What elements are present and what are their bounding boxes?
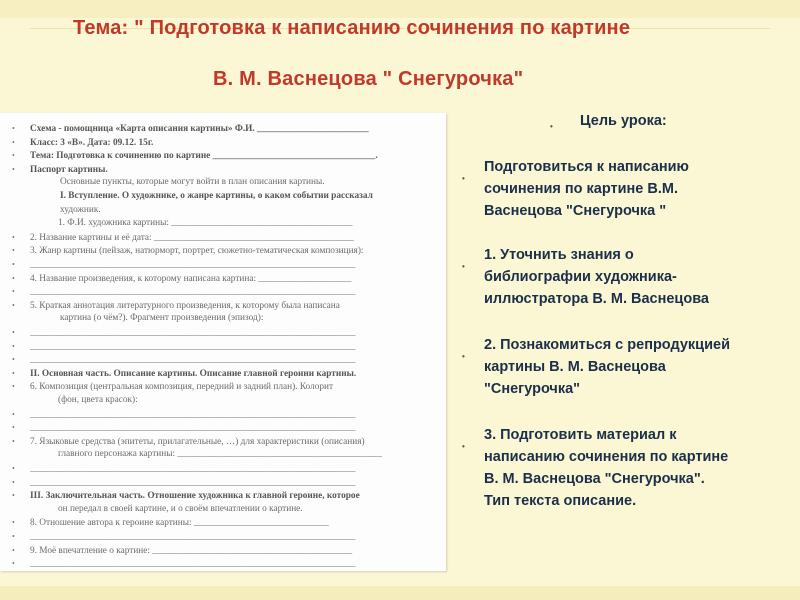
goal-line: картины В. М. Васнецова: [484, 359, 666, 375]
bullet-icon: •: [12, 164, 15, 174]
worksheet-line: [12, 558, 355, 570]
worksheet-line-text: ______________________________________________________________________: [30, 341, 356, 352]
bullet-icon: •: [12, 532, 15, 541]
bullet-icon: •: [12, 409, 15, 419]
worksheet-line: [40, 449, 382, 460]
bullet-icon: •: [12, 518, 15, 528]
goals-heading: Цель урока:: [580, 113, 667, 129]
worksheet-line-text: ______________________________________________________________________: [30, 477, 356, 488]
bullet-icon: [42, 192, 48, 198]
bullet-icon: •: [12, 423, 15, 433]
worksheet-line-text: художник.: [60, 204, 101, 215]
worksheet-line-text: Схема - помощница «Карта описания картины» Ф.И. ________________________: [30, 124, 369, 134]
worksheet-line-text: ______________________________________________________________________: [30, 287, 356, 298]
lesson-worksheet-image: [0, 113, 446, 571]
bullet-icon: •: [12, 491, 15, 501]
worksheet-line-text: картина (о чём?). Фрагмент произведения (эпизод):: [60, 313, 264, 324]
goal-line: "Снегурочка": [484, 381, 581, 397]
bullet-icon: •: [462, 442, 465, 451]
worksheet-line-text: 5. Краткая аннотация литературного произведения, к которому была написана: [30, 300, 340, 311]
worksheet-line: [12, 354, 355, 366]
goal-line: иллюстратора В. М. Васнецова: [484, 291, 709, 307]
bullet-icon: [42, 178, 48, 184]
worksheet-line: [12, 327, 355, 339]
worksheet-line: [12, 409, 355, 421]
worksheet-line-text: ______________________________________________________________________: [30, 423, 356, 434]
worksheet-line-text: 8. Отношение автора к героине картины: _____________________________: [30, 518, 329, 529]
bullet-icon: •: [12, 137, 15, 147]
worksheet-line-text: 2. Название картины и её дата: ___________________________________________: [30, 232, 354, 243]
bullet-icon: •: [550, 122, 553, 131]
worksheet-line-text: он передал в своей картине, и о своём впечатлении о картине.: [58, 503, 303, 514]
worksheet-line: [12, 232, 354, 244]
worksheet-line: [12, 341, 355, 353]
worksheet-line: [12, 137, 153, 149]
worksheet-line: [12, 164, 108, 176]
worksheet-line: [12, 300, 340, 312]
bullet-icon: •: [12, 464, 15, 473]
bullet-icon: •: [462, 262, 465, 271]
bullet-icon: •: [12, 477, 15, 487]
worksheet-line-text: I. Вступление. О художнике, о жанре картины, о каком событии рассказал: [60, 191, 373, 201]
bullet-icon: •: [12, 124, 15, 133]
worksheet-line: [12, 368, 356, 380]
worksheet-line-text: 4. Название произведения, к которому написана картина: ____________________: [30, 273, 352, 284]
worksheet-line: [12, 123, 369, 135]
worksheet-line: [12, 245, 364, 257]
goal-line: сочинения по картине В.М.: [484, 181, 678, 197]
worksheet-line: [40, 504, 303, 515]
goal-line: В. М. Васнецова "Снегурочка".: [484, 471, 705, 487]
worksheet-line: [12, 517, 329, 529]
slide-title-line-1: Тема: " Подготовка к написанию сочинения по картине: [73, 17, 631, 39]
worksheet-line-text: ______________________________________________________________________: [30, 328, 356, 338]
worksheet-line-text: (фон, цвета красок):: [58, 395, 138, 405]
bullet-icon: •: [12, 232, 15, 242]
worksheet-line-text: II. Основная часть. Описание картины. Описание главной героини картины.: [30, 368, 357, 379]
worksheet-line-text: Основные пункты, которые могут войти в план описания картины.: [60, 177, 325, 188]
worksheet-line: [12, 273, 351, 285]
worksheet-line-text: ______________________________________________________________________: [30, 464, 356, 474]
worksheet-line-text: III. Заключительная часть. Отношение художника к главной героине, которое: [30, 491, 360, 502]
bullet-icon: [40, 219, 46, 225]
slide-top-border: [0, 0, 800, 18]
bullet-icon: •: [462, 352, 465, 361]
worksheet-line-text: Паспорт картины.: [30, 164, 108, 175]
worksheet-line: [12, 477, 355, 489]
bullet-icon: •: [12, 328, 15, 337]
goal-line: библиографии художника-: [484, 269, 677, 285]
goal-line: 1. Уточнить знания о: [484, 247, 634, 263]
worksheet-line-text: 9. Моё впечатление о картине: ___________________________________________: [30, 545, 353, 556]
bullet-icon: •: [12, 341, 15, 351]
bullet-icon: •: [12, 273, 15, 283]
bullet-icon: •: [12, 368, 15, 378]
bullet-icon: [42, 206, 48, 212]
worksheet-line: [42, 205, 101, 216]
worksheet-line: [12, 259, 355, 271]
bullet-icon: •: [12, 300, 15, 310]
worksheet-line: [40, 395, 138, 406]
worksheet-line: [12, 545, 352, 557]
goal-line: 2. Познакомиться с репродукцией: [484, 337, 730, 353]
worksheet-line-text: ______________________________________________________________________: [30, 409, 356, 420]
worksheet-line-text: главного персонажа картины: ____________________________________________: [58, 449, 382, 460]
worksheet-line-text: 7. Языковые средства (эпитеты, прилагательные, …) для характеристики (описания): [30, 436, 365, 447]
worksheet-line-text: 3. Жанр картины (пейзаж, натюрморт, портрет, сюжетно-тематическая композиция):: [30, 246, 364, 257]
goal-line: написанию сочинения по картине: [484, 449, 729, 465]
bullet-icon: •: [12, 355, 15, 365]
bullet-icon: •: [12, 545, 15, 555]
worksheet-line-text: ______________________________________________________________________: [30, 260, 356, 270]
slide-title-line-2: В. М. Васнецова " Снегурочка": [213, 68, 524, 90]
worksheet-line-text: 6. Композиция (центральная композиция, передний и задний план). Колорит: [30, 382, 334, 393]
goal-line: 3. Подготовить материал к: [484, 427, 677, 443]
worksheet-line: [12, 286, 355, 298]
bullet-icon: •: [462, 174, 465, 183]
bullet-icon: •: [12, 151, 15, 161]
worksheet-line: [42, 191, 373, 202]
bullet-icon: •: [12, 382, 15, 392]
worksheet-line-text: ______________________________________________________________________: [30, 559, 356, 570]
worksheet-line-text: Тема: Подготовка к сочинению по картине ___________________________________.: [30, 151, 378, 162]
worksheet-line: [12, 463, 355, 475]
bullet-icon: [40, 505, 46, 511]
bullet-icon: [40, 396, 46, 402]
worksheet-line: [40, 218, 353, 229]
goal-line: Подготовиться к написанию: [484, 159, 689, 175]
worksheet-line-text: ______________________________________________________________________: [30, 532, 356, 542]
worksheet-line: [12, 422, 355, 434]
slide-bottom-border: [0, 586, 800, 600]
bullet-icon: •: [12, 559, 15, 569]
worksheet-line-text: ______________________________________________________________________: [30, 355, 356, 366]
goal-line: Тип текста описание.: [484, 493, 637, 509]
worksheet-line: [42, 313, 263, 324]
worksheet-line: [12, 490, 360, 502]
worksheet-line-text: Класс: 3 «В». Дата: 09.12. 15г.: [30, 137, 154, 148]
worksheet-line-text: 1. Ф.И. художника картины: _______________________________________: [58, 218, 353, 229]
worksheet-line: [12, 381, 333, 393]
worksheet-line: [12, 150, 378, 162]
bullet-icon: •: [12, 246, 15, 256]
bullet-icon: •: [12, 287, 15, 297]
bullet-icon: •: [12, 260, 15, 269]
worksheet-line: [42, 177, 325, 188]
worksheet-line: [12, 436, 365, 448]
goal-line: Васнецова "Снегурочка ": [484, 203, 667, 219]
bullet-icon: [42, 314, 48, 320]
worksheet-line: [12, 531, 355, 543]
bullet-icon: •: [12, 436, 15, 446]
bullet-icon: [40, 450, 46, 456]
